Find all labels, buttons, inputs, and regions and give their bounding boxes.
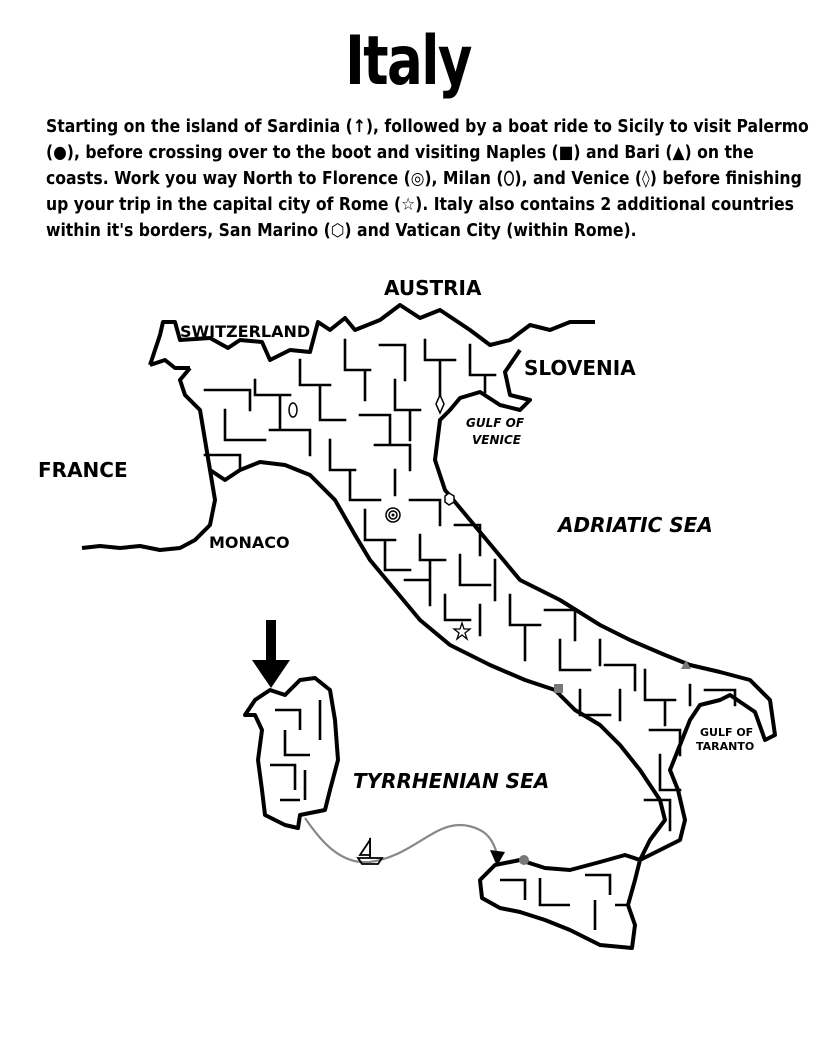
sardinia-maze-walls — [270, 700, 320, 800]
instructions-line: coasts. Work you way North to Florence (◎), Milan (⬯), and Venice (◊) before finishing — [46, 169, 802, 189]
palermo-circle-icon — [519, 855, 529, 865]
page-title: Italy — [345, 22, 471, 101]
label-switzerland: SWITZERLAND — [180, 322, 311, 341]
venice-diamond-icon — [436, 395, 444, 413]
label-gulf-of-taranto-line2: TARANTO — [696, 740, 755, 753]
instructions-line: (●), before crossing over to the boot and visiting Naples (■) and Bari (▲) on the — [46, 143, 754, 163]
rome-star-icon — [454, 623, 470, 639]
instructions-line: Starting on the island of Sardinia (↑), followed by a boat ride to Sicily to visit Palermo — [46, 117, 809, 137]
start-arrow-icon — [252, 620, 290, 688]
instructions-line: up your trip in the capital city of Rome (☆). Italy also contains 2 additional countries — [46, 195, 794, 215]
label-gulf-of-venice-line1: GULF OF — [466, 416, 525, 430]
switzerland-border — [150, 360, 190, 368]
sicily-outline — [480, 855, 640, 948]
france-border — [82, 470, 215, 550]
label-france: FRANCE — [38, 458, 128, 482]
boat-route-line — [305, 818, 498, 862]
instructions-line: within it's borders, San Marino (⬡) and Vatican City (within Rome). — [46, 221, 637, 241]
florence-target-icon — [386, 508, 400, 522]
label-tyrrhenian-sea: TYRRHENIAN SEA — [353, 769, 550, 793]
label-monaco: MONACO — [209, 533, 290, 552]
sicily-maze-walls — [500, 875, 628, 930]
label-slovenia: SLOVENIA — [524, 356, 636, 380]
label-gulf-of-venice-line2: VENICE — [472, 433, 521, 447]
milan-oval-icon — [289, 403, 297, 417]
san-marino-hexagon-icon — [445, 493, 454, 505]
naples-square-icon — [554, 684, 563, 693]
label-gulf-of-taranto-line1: GULF OF — [700, 726, 754, 739]
mainland-maze-walls — [205, 340, 735, 830]
label-austria: AUSTRIA — [384, 276, 482, 300]
label-adriatic-sea: ADRIATIC SEA — [558, 513, 713, 537]
sardinia-outline — [245, 678, 338, 828]
